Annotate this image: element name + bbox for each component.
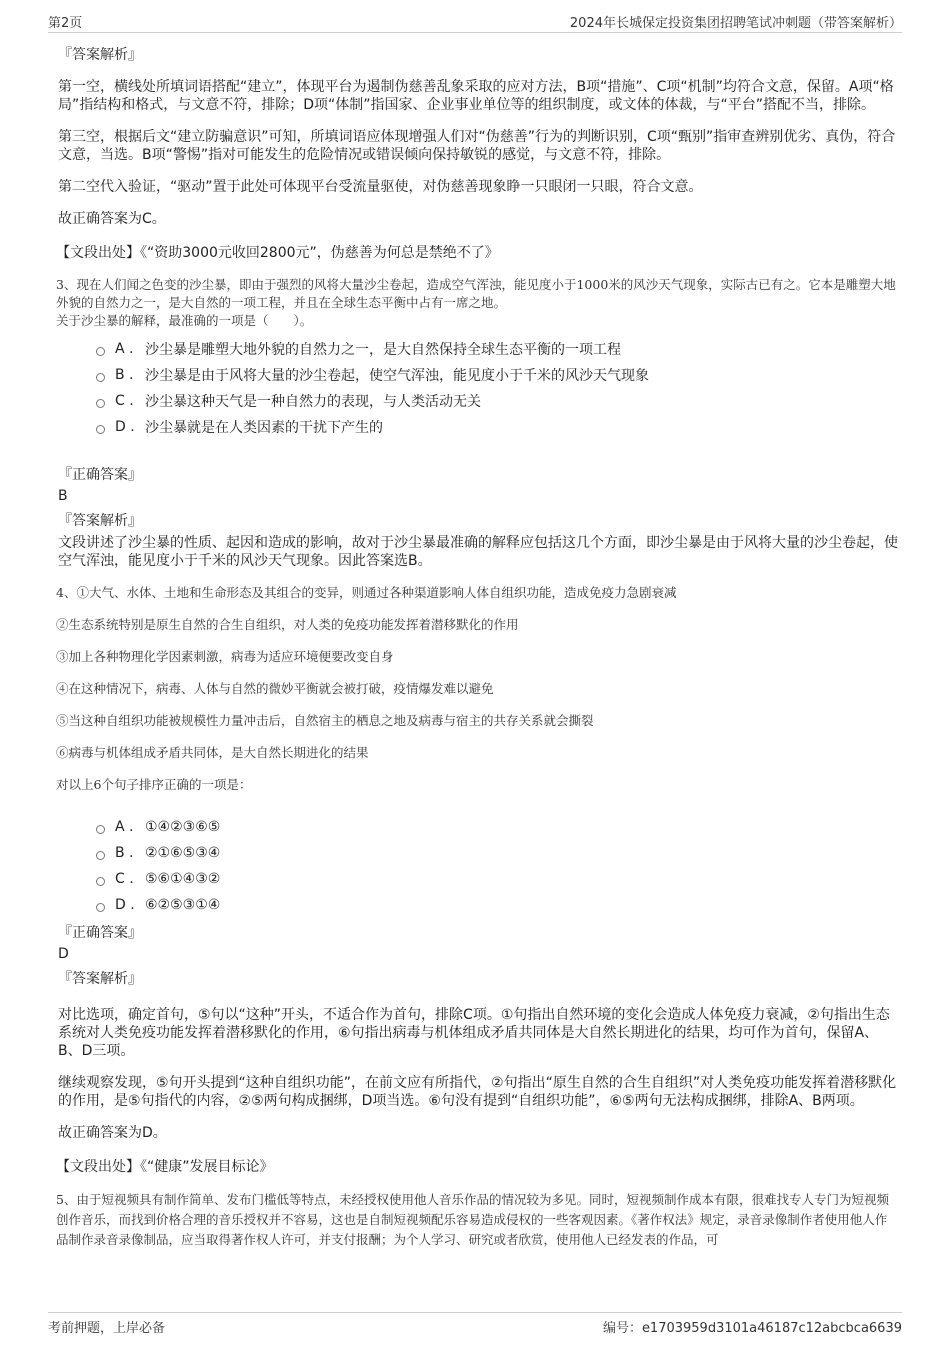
q4-option-d[interactable]: D . ⑥②⑤③①④ [96, 892, 898, 918]
q4-analysis-label: 『答案解析』 [58, 971, 142, 987]
radio-button[interactable] [96, 903, 105, 912]
radio-button[interactable] [96, 399, 105, 408]
document-title: 2024年长城保定投资集团招聘笔试冲刺题（带答案解析） [569, 16, 902, 31]
q4-options [96, 814, 898, 918]
q3-stem: 3、现在人们闻之色变的沙尘暴，即由于强烈的风将大量沙尘卷起，造成空气浑浊，能见度小于1000米的风沙天气现象，实际古已有之。它本是雕塑大地外貌的自然力之一，是大自然的一项工程，并且在全球生态平衡中占有一席之地。 [56, 277, 896, 310]
radio-button[interactable] [96, 347, 105, 356]
q3-answer: B [58, 488, 68, 504]
q4-sentence-5: ⑤当这种自组织功能被规模性力量冲击后，自然宿主的栖息之地及病毒与宿主的共存关系就会撕裂 [56, 713, 594, 728]
q4-option-b[interactable]: B . ②①⑥⑤③④ [96, 840, 898, 866]
q4-option-a[interactable]: A . ①④②③⑥⑤ [96, 814, 898, 840]
document-body [56, 44, 898, 1250]
q4-answer: D [58, 946, 69, 962]
q4-sentence-3: ③加上各种物理化学因素刺激，病毒为适应环境便要改变自身 [56, 649, 394, 664]
page-header [48, 10, 902, 33]
q3-question: 关于沙尘暴的解释，最准确的一项是（ ）。 [56, 313, 313, 328]
radio-button[interactable] [96, 825, 105, 834]
q4-sentence-6: ⑥病毒与机体组成矛盾共同体，是大自然长期进化的结果 [56, 745, 369, 760]
q4-question: 对以上6个句子排序正确的一项是： [56, 777, 252, 792]
q3-option-a[interactable]: A . 沙尘暴是雕塑大地外貌的自然力之一，是大自然保持全球生态平衡的一项工程 [96, 336, 898, 362]
q4-analysis-para-1: 对比选项，确定首句，⑤句以“这种”开头，不适合作为首句，排除C项。①句指出自然环境的变化会造成人体免疫力衰减，②句指出生态系统对人类免疫功能发挥着潜移默化的作用，⑥句指出病毒与机体组成矛盾共同体是大自然长期进化的结果，均可作为首句，保留A、B、D三项。 [58, 1007, 890, 1059]
q4-sentence-1: 4、①大气、水体、土地和生命形态及其组合的变异，则通过各种渠道影响人体自组织功能，造成免疫力急剧衰减 [56, 585, 677, 600]
q4-option-c[interactable]: C . ⑤⑥①④③② [96, 866, 898, 892]
q4-conclusion: 故正确答案为D。 [58, 1125, 167, 1141]
q3-option-c[interactable]: C . 沙尘暴这种天气是一种自然力的表现，与人类活动无关 [96, 388, 898, 414]
q2-conclusion: 故正确答案为C。 [58, 211, 166, 227]
q5-stem: 5、由于短视频具有制作简单、发布门槛低等特点，未经授权使用他人音乐作品的情况较为多见。同时，短视频制作成本有限，很难找专人专门为短视频创作音乐，而找到价格合理的音乐授权并不容易，这也是自制短视频配乐容易造成侵权的一些客观因素。《著作权法》规定，录音录像制作者使用他人作品制作录音录像制品，应当取得著作权人许可，并支付报酬；为个人学习、研究或者欣赏，使用他人已经发表的作品，可 [56, 1192, 889, 1247]
q2-source: 【文段出处】《“资助3000元收回2800元”，伪慈善为何总是禁绝不了》 [56, 245, 499, 261]
footer-slogan: 考前押题，上岸必备 [48, 1321, 166, 1336]
q2-analysis-para-1: 第一空，横线处所填词语搭配“建立”，体现平台为遏制伪慈善乱象采取的应对方法，B项“措施”、C项“机制”均符合文意，保留。A项“格局”指结构和格式，与文意不符，排除；D项“体制”指国家、企业事业单位等的组织制度，或文体的体裁，与“平台”搭配不当，排除。 [58, 79, 894, 113]
radio-button[interactable] [96, 425, 105, 434]
q4-source: 【文段出处】《“健康”发展目标论》 [56, 1159, 274, 1175]
q3-options [96, 336, 898, 440]
radio-button[interactable] [96, 851, 105, 860]
q4-analysis-para-2: 继续观察发现，⑤句开头提到“这种自组织功能”，在前文应有所指代，②句指出“原生自然的合生自组织”对人类免疫功能发挥着潜移默化的作用，是⑤句指代的内容，②⑤两句构成捆绑，D项当选。⑥句没有提到“自组织功能”，⑥⑤两句无法构成捆绑，排除A、B两项。 [58, 1075, 897, 1109]
page-footer [48, 1312, 902, 1335]
q4-answer-label: 『正确答案』 [58, 925, 142, 941]
q3-option-d[interactable]: D . 沙尘暴就是在人类因素的干扰下产生的 [96, 414, 898, 440]
q3-answer-label: 『正确答案』 [58, 467, 142, 483]
radio-button[interactable] [96, 373, 105, 382]
radio-button[interactable] [96, 877, 105, 886]
q2-analysis-para-2: 第三空，根据后文“建立防骗意识”可知，所填词语应体现增强人们对“伪慈善”行为的判断识别，C项“甄别”指审查辨别优劣、真伪，符合文意，当选。B项“警惕”指对可能发生的危险情况或错误倾向保持敏锐的感觉，与文意不符，排除。 [58, 129, 896, 163]
q3-analysis-label: 『答案解析』 [58, 513, 142, 529]
q2-analysis-para-3: 第二空代入验证，“驱动”置于此处可体现平台受流量驱使，对伪慈善现象睁一只眼闭一只眼，符合文意。 [58, 179, 703, 195]
q3-option-b[interactable]: B . 沙尘暴是由于风将大量的沙尘卷起，使空气浑浊，能见度小于千米的风沙天气现象 [96, 362, 898, 388]
q4-sentence-2: ②生态系统特别是原生自然的合生自组织，对人类的免疫功能发挥着潜移默化的作用 [56, 617, 519, 632]
q3-analysis: 文段讲述了沙尘暴的性质、起因和造成的影响，故对于沙尘暴最准确的解释应包括这几个方面，即沙尘暴是由于风将大量的沙尘卷起，使空气浑浊，能见度小于千米的风沙天气现象。因此答案选B。 [58, 535, 898, 569]
q2-analysis-label: 『答案解析』 [58, 47, 142, 63]
q4-sentence-4: ④在这种情况下，病毒、人体与自然的微妙平衡就会被打破，疫情爆发难以避免 [56, 681, 494, 696]
page-number: 第2页 [48, 16, 83, 31]
document-code: 编号：e1703959d3101a46187c12abcbca6639 [602, 1321, 902, 1336]
